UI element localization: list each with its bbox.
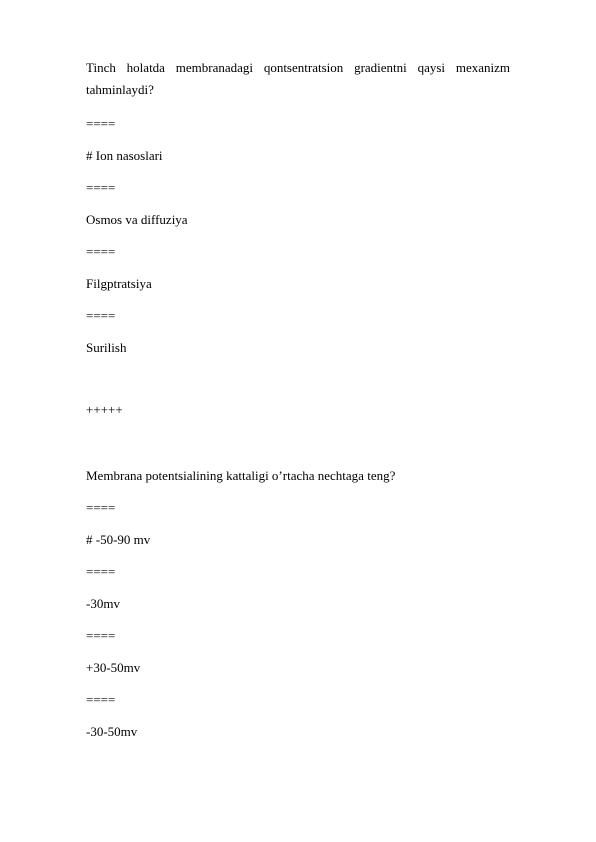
answer-1-correct: # Ion nasoslari — [86, 148, 163, 163]
separator: ==== — [86, 116, 116, 131]
separator: ==== — [86, 180, 116, 195]
answer-1-option: Surilish — [86, 340, 127, 355]
separator: ==== — [86, 628, 116, 643]
separator: ==== — [86, 244, 116, 259]
separator: ==== — [86, 500, 116, 515]
question-1-line-1: Tinch holatda membranadagi qontsentratsion gradientni qaysi mexanizm — [86, 60, 510, 75]
separator: ==== — [86, 308, 116, 323]
separator: ==== — [86, 564, 116, 579]
answer-2-option: +30-50mv — [86, 660, 141, 675]
answer-2-option: -30mv — [86, 596, 120, 611]
answer-2-correct: # -50-90 mv — [86, 532, 151, 547]
answer-1-option: Filgptratsiya — [86, 276, 152, 291]
question-2-text: Membrana potentsialining kattaligi o’rtacha nechtaga teng? — [86, 468, 396, 483]
question-divider: +++++ — [86, 402, 123, 417]
answer-1-option: Osmos va diffuziya — [86, 212, 188, 227]
separator: ==== — [86, 692, 116, 707]
question-1-line-2: tahminlaydi? — [86, 82, 154, 97]
answer-2-option: -30-50mv — [86, 724, 138, 739]
